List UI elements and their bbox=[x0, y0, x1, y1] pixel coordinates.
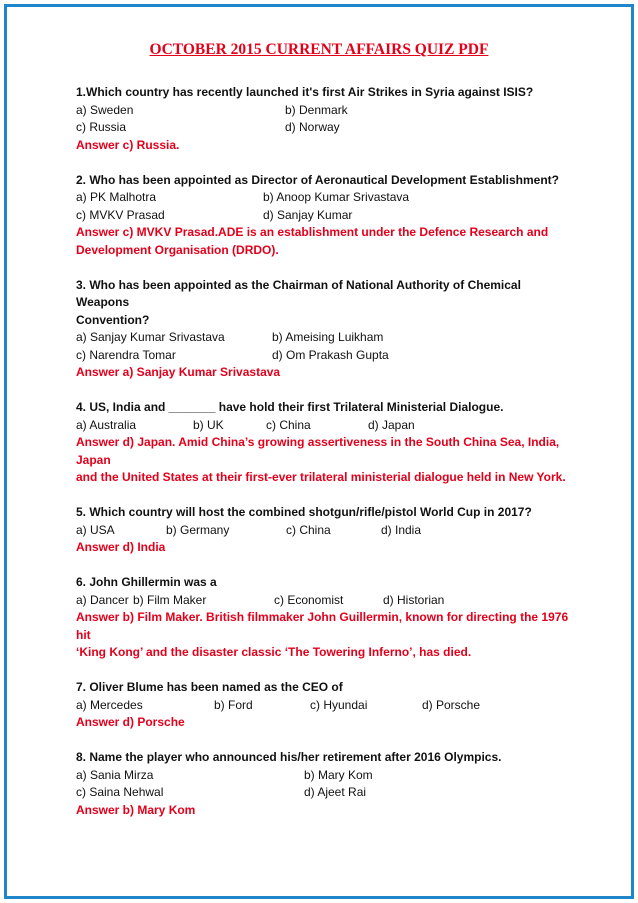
options-row bbox=[76, 697, 576, 715]
answer-option: b) Ameising Luikham bbox=[272, 330, 384, 344]
options-row bbox=[76, 784, 576, 802]
question-block bbox=[76, 277, 576, 382]
answer-text: Answer b) Mary Kom bbox=[76, 802, 196, 817]
options-row bbox=[76, 102, 576, 120]
question-block bbox=[76, 749, 576, 819]
question-text: 8. Name the player who announced his/her retirement after 2016 Olympics. bbox=[76, 750, 502, 764]
question-block bbox=[76, 504, 576, 557]
question-text: 1.Which country has recently launched it's first Air Strikes in Syria against ISIS? bbox=[76, 85, 534, 99]
spacer bbox=[76, 154, 576, 172]
options-row bbox=[76, 119, 576, 137]
question-text: Convention? bbox=[76, 312, 150, 327]
options-row bbox=[76, 329, 576, 347]
answer-text: Answer c) MVKV Prasad.ADE is an establishment under the Defence Research and bbox=[76, 225, 549, 239]
answer-option: b) Germany bbox=[166, 522, 230, 537]
spacer bbox=[76, 259, 576, 277]
spacer bbox=[76, 382, 576, 400]
answer-option: c) Narendra Tomar bbox=[76, 347, 176, 362]
question-text: 4. US, India and _______ have hold their first Trilateral Ministerial Dialogue. bbox=[76, 400, 504, 414]
options-row bbox=[76, 347, 576, 365]
answer-text: Answer d) Japan. Amid China’s growing assertiveness in the South China Sea, India, Japan bbox=[76, 435, 560, 467]
options-row bbox=[76, 189, 576, 207]
answer-option: c) China bbox=[266, 417, 311, 432]
answer-option: b) Ford bbox=[214, 697, 253, 712]
answer-option: d) Ajeet Rai bbox=[304, 785, 367, 799]
page-title: OCTOBER 2015 CURRENT AFFAIRS QUIZ PDF bbox=[149, 41, 489, 58]
question-text: 5. Which country will host the combined shotgun/rifle/pistol World Cup in 2017? bbox=[76, 505, 532, 519]
answer-option: c) China bbox=[286, 522, 331, 537]
question-block bbox=[76, 84, 576, 154]
question-block bbox=[76, 172, 576, 260]
answer-option: d) Japan bbox=[368, 417, 415, 432]
answer-option: a) Sania Mirza bbox=[76, 767, 154, 782]
answer-text: Answer a) Sanjay Kumar Srivastava bbox=[76, 365, 281, 379]
answer-option: c) Saina Nehwal bbox=[76, 785, 164, 799]
question-block bbox=[76, 574, 576, 662]
spacer bbox=[76, 732, 576, 750]
answer-option: b) Film Maker bbox=[133, 592, 207, 607]
quiz-content bbox=[76, 84, 576, 819]
answer-option: d) Om Prakash Gupta bbox=[272, 347, 389, 362]
answer-text: Development Organisation (DRDO). bbox=[76, 242, 279, 257]
answer-option: a) Sweden bbox=[76, 102, 134, 117]
answer-text: Answer d) India bbox=[76, 540, 166, 554]
spacer bbox=[76, 487, 576, 505]
answer-option: b) Anoop Kumar Srivastava bbox=[263, 190, 410, 204]
question-block bbox=[76, 399, 576, 487]
options-row bbox=[76, 592, 576, 610]
options-row bbox=[76, 207, 576, 225]
answer-text: ‘King Kong’ and the disaster classic ‘The Towering Inferno’, has died. bbox=[76, 645, 472, 659]
answer-text: Answer c) Russia. bbox=[76, 137, 180, 152]
answer-text: Answer b) Film Maker. British filmmaker John Guillermin, known for directing the 1976 hit bbox=[76, 610, 569, 642]
question-text: 3. Who has been appointed as the Chairman of National Authority of Chemical Weapons bbox=[76, 277, 521, 309]
options-row bbox=[76, 417, 576, 435]
answer-option: a) Dancer bbox=[76, 592, 129, 607]
answer-option: b) Mary Kom bbox=[304, 767, 373, 782]
answer-option: b) Denmark bbox=[285, 102, 348, 117]
answer-option: d) Porsche bbox=[422, 697, 481, 712]
answer-option: a) USA bbox=[76, 522, 115, 537]
answer-option: b) UK bbox=[193, 417, 224, 432]
question-block bbox=[76, 679, 576, 732]
answer-option: d) Sanjay Kumar bbox=[263, 207, 353, 222]
answer-option: a) Sanjay Kumar Srivastava bbox=[76, 330, 225, 344]
answer-option: c) MVKV Prasad bbox=[76, 207, 165, 222]
answer-option: c) Hyundai bbox=[310, 697, 368, 712]
spacer bbox=[76, 557, 576, 575]
answer-option: a) Australia bbox=[76, 417, 137, 432]
answer-text: Answer d) Porsche bbox=[76, 715, 185, 729]
answer-option: d) India bbox=[381, 522, 422, 537]
question-text: 7. Oliver Blume has been named as the CEO of bbox=[76, 680, 343, 694]
question-text: 2. Who has been appointed as Director of Aeronautical Development Establishment? bbox=[76, 172, 559, 187]
spacer bbox=[76, 662, 576, 680]
answer-option: c) Russia bbox=[76, 120, 127, 134]
question-text: 6. John Ghillermin was a bbox=[76, 575, 217, 589]
answer-option: c) Economist bbox=[274, 592, 344, 607]
options-row bbox=[76, 522, 576, 540]
answer-option: a) PK Malhotra bbox=[76, 190, 157, 204]
answer-option: a) Mercedes bbox=[76, 697, 143, 712]
answer-option: d) Norway bbox=[285, 120, 340, 134]
answer-text: and the United States at their first-ever trilateral ministerial dialogue held in New York. bbox=[76, 470, 566, 484]
options-row bbox=[76, 767, 576, 785]
answer-option: d) Historian bbox=[383, 592, 445, 607]
